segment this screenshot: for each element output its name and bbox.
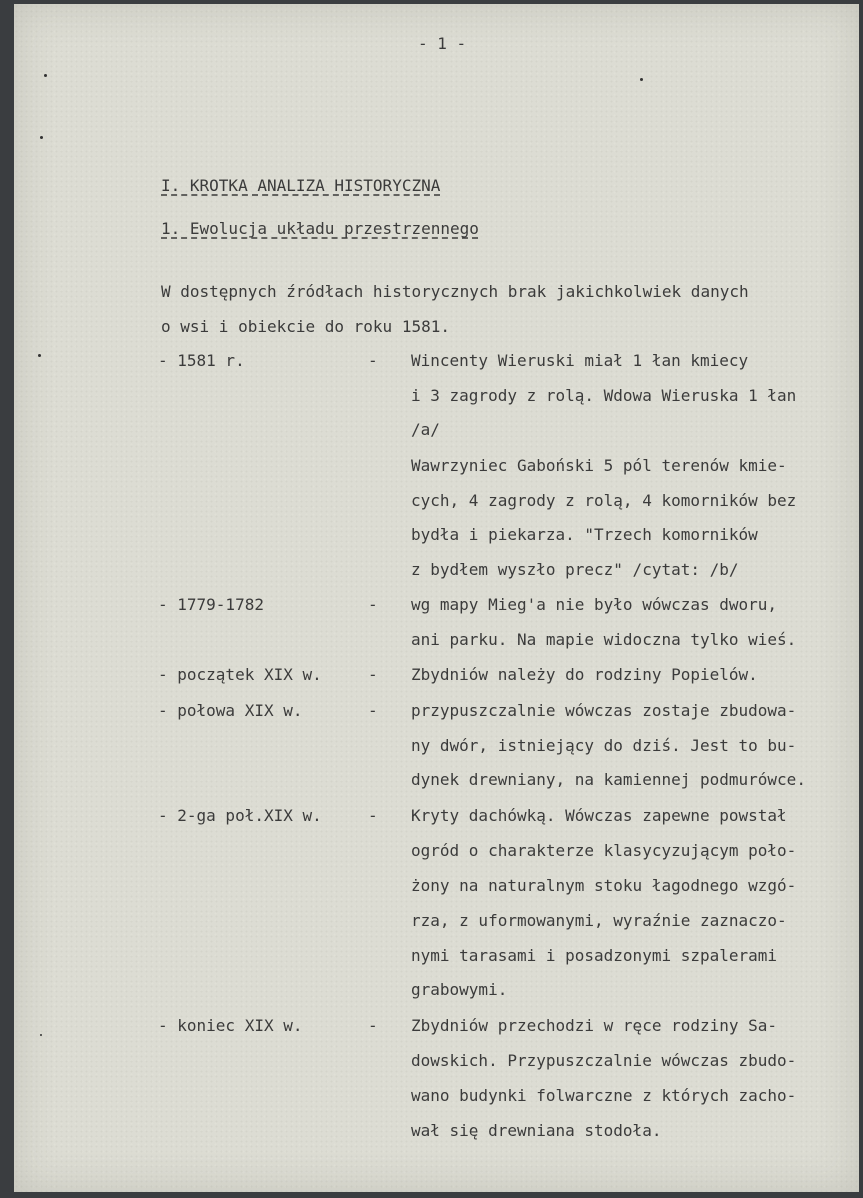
intro-line-2: o wsi i obiekcie do roku 1581. xyxy=(161,317,450,336)
entry-dash: - xyxy=(368,665,378,684)
entry-text-line: Zbydniów należy do rodziny Popielów. xyxy=(411,665,758,684)
entry-text-line: wg mapy Mieg'a nie było wówczas dworu, xyxy=(411,595,778,614)
entry-text-line: rza, z uformowanymi, wyraźnie zaznaczo- xyxy=(411,911,787,930)
entry-text-line: Wawrzyniec Gaboński 5 pól terenów kmie- xyxy=(411,456,787,475)
entry-dash: - xyxy=(368,351,378,370)
section-heading: I. KROTKA ANALIZA HISTORYCZNA xyxy=(161,176,441,195)
subsection-heading: 1. Ewolucja układu przestrzennego xyxy=(161,219,479,238)
paper-speck xyxy=(44,74,47,77)
entry-text-line: Kryty dachówką. Wówczas zapewne powstał xyxy=(411,806,787,825)
entry-dash: - xyxy=(368,595,378,614)
entry-text-line: ani parku. Na mapie widoczna tylko wieś. xyxy=(411,630,797,649)
paper-speck xyxy=(40,1034,42,1036)
entry-dash: - xyxy=(368,701,378,720)
entry-text-line: dowskich. Przypuszczalnie wówczas zbudo- xyxy=(411,1051,797,1070)
entry-date: - początek XIX w. xyxy=(158,665,322,684)
entry-text-line: dynek drewniany, na kamiennej podmurówce. xyxy=(411,770,806,789)
paper-speck xyxy=(40,136,43,139)
paper-speck xyxy=(640,78,643,81)
entry-dash: - xyxy=(368,1016,378,1035)
entry-text-line: Zbydniów przechodzi w ręce rodziny Sa- xyxy=(411,1016,778,1035)
typed-document-page xyxy=(14,4,859,1192)
entry-text-line: nymi tarasami i posadzonymi szpalerami xyxy=(411,946,778,965)
entry-dash: - xyxy=(368,806,378,825)
entry-date: - połowa XIX w. xyxy=(158,701,303,720)
entry-date: - koniec XIX w. xyxy=(158,1016,303,1035)
entry-text-line: ogród o charakterze klasycyzującym poło- xyxy=(411,841,797,860)
entry-text-line: /a/ xyxy=(411,420,440,439)
entry-text-line: przypuszczalnie wówczas zostaje zbudowa- xyxy=(411,701,797,720)
entry-text-line: Wincenty Wieruski miał 1 łan kmiecy xyxy=(411,351,749,370)
paper-speck xyxy=(38,354,41,357)
entry-text-line: bydła i piekarza. "Trzech komorników xyxy=(411,525,758,544)
entry-text-line: wał się drewniana stodoła. xyxy=(411,1121,662,1140)
entry-text-line: ny dwór, istniejący do dziś. Jest to bu- xyxy=(411,736,797,755)
entry-text-line: żony na naturalnym stoku łagodnego wzgó- xyxy=(411,876,797,895)
entry-text-line: wano budynki folwarczne z których zacho- xyxy=(411,1086,797,1105)
intro-line-1: W dostępnych źródłach historycznych brak jakichkolwiek danych xyxy=(161,282,749,301)
entry-date: - 1581 r. xyxy=(158,351,245,370)
entry-text-line: z bydłem wyszło precz" /cytat: /b/ xyxy=(411,560,739,579)
entry-date: - 1779-1782 xyxy=(158,595,264,614)
page-number: - 1 - xyxy=(418,34,467,53)
entry-date: - 2-ga poł.XIX w. xyxy=(158,806,322,825)
entry-text-line: i 3 zagrody z rolą. Wdowa Wieruska 1 łan xyxy=(411,386,797,405)
entry-text-line: grabowymi. xyxy=(411,980,508,999)
entry-text-line: cych, 4 zagrody z rolą, 4 komorników bez xyxy=(411,491,797,510)
